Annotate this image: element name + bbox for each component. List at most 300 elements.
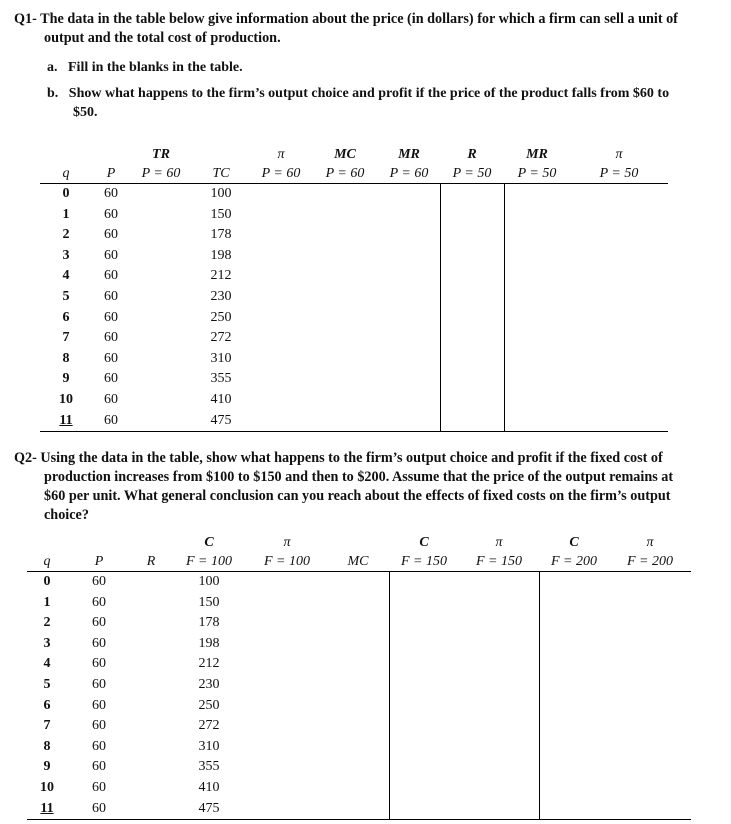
blank-cell — [327, 634, 389, 655]
blank-cell — [378, 184, 440, 205]
table-row — [40, 287, 668, 308]
header-top-cell — [192, 145, 250, 164]
table-row — [40, 246, 668, 267]
blank-cell — [570, 328, 668, 349]
q-cell — [27, 572, 67, 593]
blank-cell — [539, 572, 609, 593]
blank-cell — [327, 593, 389, 614]
header-top-cell — [131, 533, 171, 552]
tc-cell: 475 — [192, 411, 250, 432]
p-cell: 60 — [92, 779, 106, 795]
p-cell: 60 — [104, 268, 118, 284]
q-value: 5 — [43, 676, 51, 692]
blank-cell — [459, 572, 539, 593]
q-cell — [40, 287, 92, 308]
blank-cell — [327, 613, 389, 634]
blank-cell — [459, 654, 539, 675]
blank-cell — [459, 716, 539, 737]
tc-cell: 198 — [198, 635, 220, 651]
table-2 — [27, 533, 691, 820]
header-top-cell — [92, 145, 130, 164]
p-cell: 60 — [92, 718, 106, 734]
p-cell: 60 — [104, 371, 118, 387]
blank-cell — [570, 287, 668, 308]
blank-cell — [250, 246, 312, 267]
table-row — [40, 225, 668, 246]
blank-cell — [378, 266, 440, 287]
tc-cell: 178 — [198, 615, 220, 631]
p-cell: 60 — [92, 574, 106, 589]
blank-cell — [250, 349, 312, 370]
blank-cell — [609, 757, 691, 778]
blank-cell — [378, 328, 440, 349]
blank-cell — [570, 308, 668, 329]
blank-cell — [312, 225, 378, 246]
header-top-cell: TR — [152, 146, 170, 162]
blank-cell — [250, 328, 312, 349]
blank-cell — [504, 390, 570, 411]
header-top-cell — [40, 145, 92, 164]
question-2-text: Q2- Using the data in the table, show what happens to the firm’s output choice and profit if the fixed cost of production increases from $100 to $150 and then to $200. Assume that the price of the output remains at $60 per unit. What general conclusion can you reach about the effects of fixed costs on the firm’s output choice? — [14, 450, 674, 523]
header-cell: F = 200 — [539, 552, 609, 572]
tc-cell: 198 — [210, 247, 232, 263]
blank-cell — [609, 778, 691, 799]
blank-cell — [539, 696, 609, 717]
blank-cell — [247, 593, 327, 614]
header-cell: TC — [192, 164, 250, 184]
header-top-cell: MC — [334, 146, 356, 162]
p-cell: 60 — [104, 227, 118, 243]
header-cell: F = 100 — [247, 552, 327, 572]
q-value: 6 — [62, 309, 70, 325]
header-top-cell: π — [646, 534, 654, 550]
blank-cell — [247, 675, 327, 696]
blank-cell — [389, 593, 459, 614]
tc-cell: 212 — [210, 268, 232, 284]
p-cell: 60 — [92, 738, 106, 754]
q-cell — [27, 675, 67, 696]
q-value: 1 — [43, 594, 51, 610]
blank-cell — [131, 572, 171, 593]
p-cell: 60 — [104, 247, 118, 263]
blank-cell — [539, 799, 609, 820]
table-row — [27, 799, 691, 820]
blank-cell — [247, 716, 327, 737]
table-row — [40, 411, 668, 432]
blank-cell — [312, 390, 378, 411]
header-cell: MC — [327, 552, 389, 572]
blank-cell — [440, 328, 504, 349]
blank-cell — [130, 349, 192, 370]
blank-cell — [130, 246, 192, 267]
table-row — [27, 634, 691, 655]
blank-cell — [539, 778, 609, 799]
q-cell — [40, 390, 92, 411]
blank-cell — [247, 757, 327, 778]
blank-cell — [504, 349, 570, 370]
table-row — [27, 613, 691, 634]
blank-cell — [389, 757, 459, 778]
blank-cell — [312, 308, 378, 329]
blank-cell — [247, 654, 327, 675]
blank-cell — [389, 634, 459, 655]
tc-cell: 310 — [210, 350, 232, 366]
blank-cell — [389, 696, 459, 717]
table-row — [27, 675, 691, 696]
q-value: 8 — [62, 350, 70, 366]
q-cell — [40, 328, 92, 349]
blank-cell — [378, 390, 440, 411]
tc-cell: 310 — [198, 738, 220, 754]
q-value: 2 — [62, 227, 70, 243]
blank-cell — [378, 225, 440, 246]
p-cell: 60 — [104, 330, 118, 346]
blank-cell — [312, 369, 378, 390]
blank-cell — [440, 411, 504, 432]
header-cell: F = 150 — [459, 552, 539, 572]
blank-cell — [504, 411, 570, 432]
blank-cell — [459, 593, 539, 614]
blank-cell — [250, 225, 312, 246]
table-row — [40, 266, 668, 287]
blank-cell — [609, 654, 691, 675]
q-cell — [27, 593, 67, 614]
tc-cell: 150 — [198, 594, 220, 610]
blank-cell — [570, 246, 668, 267]
blank-cell — [250, 184, 312, 205]
table-row — [27, 593, 691, 614]
blank-cell — [539, 757, 609, 778]
table-row — [40, 328, 668, 349]
blank-cell — [389, 737, 459, 758]
blank-cell — [609, 799, 691, 820]
blank-cell — [250, 390, 312, 411]
header-cell: F = 200 — [609, 552, 691, 572]
blank-cell — [504, 225, 570, 246]
blank-cell — [327, 799, 389, 820]
p-cell: 60 — [67, 799, 131, 820]
blank-cell — [609, 634, 691, 655]
q-cell — [40, 184, 92, 205]
p-cell: 60 — [104, 288, 118, 304]
header-top-cell: C — [569, 534, 579, 550]
table-row — [27, 757, 691, 778]
blank-cell — [312, 411, 378, 432]
blank-cell — [131, 696, 171, 717]
blank-cell — [609, 675, 691, 696]
q-value: 10 — [40, 779, 54, 795]
header-cell: P — [67, 552, 131, 572]
blank-cell — [378, 287, 440, 308]
blank-cell — [327, 737, 389, 758]
blank-cell — [378, 369, 440, 390]
p-cell: 60 — [92, 615, 106, 631]
blank-cell — [440, 266, 504, 287]
blank-cell — [459, 696, 539, 717]
blank-cell — [440, 390, 504, 411]
blank-cell — [327, 716, 389, 737]
blank-cell — [247, 696, 327, 717]
header-cell: R — [131, 552, 171, 572]
q-value: 6 — [43, 697, 51, 713]
table-row — [27, 654, 691, 675]
q-cell — [27, 654, 67, 675]
q-value: 7 — [43, 718, 51, 734]
blank-cell — [570, 184, 668, 205]
blank-cell — [327, 654, 389, 675]
blank-cell — [131, 634, 171, 655]
header-cell: P = 60 — [130, 164, 192, 184]
blank-cell — [312, 184, 378, 205]
q-cell — [40, 308, 92, 329]
tc-cell: 410 — [210, 391, 232, 407]
blank-cell — [459, 799, 539, 820]
table-row — [27, 737, 691, 758]
blank-cell — [504, 328, 570, 349]
p-cell: 60 — [104, 391, 118, 407]
p-cell: 60 — [92, 759, 106, 775]
header-cell: P = 50 — [440, 164, 504, 184]
question-1-text: Q1- The data in the table below give information about the price (in dollars) for which a firm can sell a unit of output and the total cost of production. — [14, 11, 678, 46]
blank-cell — [130, 287, 192, 308]
blank-cell — [459, 634, 539, 655]
blank-cell — [440, 369, 504, 390]
blank-cell — [609, 572, 691, 593]
tc-cell: 100 — [210, 186, 232, 201]
blank-cell — [312, 349, 378, 370]
blank-cell — [459, 737, 539, 758]
q-value: 11 — [59, 412, 73, 428]
header-top-cell: C — [204, 534, 214, 550]
header-cell: P — [92, 164, 130, 184]
table-row — [40, 308, 668, 329]
header-top-cell: C — [419, 534, 429, 550]
tc-cell: 230 — [198, 676, 220, 692]
tc-cell: 150 — [210, 206, 232, 222]
blank-cell — [327, 778, 389, 799]
q-cell — [40, 266, 92, 287]
q-value: 1 — [62, 206, 70, 222]
q-value: 0 — [62, 186, 70, 201]
table-row — [27, 572, 691, 593]
blank-cell — [459, 778, 539, 799]
tc-cell: 250 — [210, 309, 232, 325]
q-cell — [40, 246, 92, 267]
p-cell: 60 — [92, 411, 130, 432]
blank-cell — [131, 799, 171, 820]
question-1a: a. Fill in the blanks in the table. — [47, 60, 243, 75]
tc-cell: 272 — [198, 718, 220, 734]
q-value: 2 — [43, 615, 51, 631]
p-cell: 60 — [92, 594, 106, 610]
header-cell: P = 60 — [250, 164, 312, 184]
blank-cell — [440, 205, 504, 226]
blank-cell — [609, 613, 691, 634]
p-cell: 60 — [104, 350, 118, 366]
blank-cell — [539, 593, 609, 614]
p-cell: 60 — [104, 186, 118, 201]
blank-cell — [312, 205, 378, 226]
blank-cell — [130, 266, 192, 287]
q-cell — [27, 799, 67, 820]
q-value: 0 — [43, 574, 51, 589]
blank-cell — [131, 778, 171, 799]
blank-cell — [130, 225, 192, 246]
blank-cell — [539, 675, 609, 696]
blank-cell — [440, 287, 504, 308]
blank-cell — [389, 613, 459, 634]
p-cell: 60 — [92, 697, 106, 713]
blank-cell — [378, 411, 440, 432]
blank-cell — [389, 572, 459, 593]
blank-cell — [440, 225, 504, 246]
blank-cell — [250, 266, 312, 287]
blank-cell — [539, 737, 609, 758]
blank-cell — [378, 349, 440, 370]
blank-cell — [131, 716, 171, 737]
q-cell — [27, 778, 67, 799]
table-row — [40, 205, 668, 226]
blank-cell — [250, 369, 312, 390]
blank-cell — [389, 654, 459, 675]
blank-cell — [130, 411, 192, 432]
blank-cell — [609, 716, 691, 737]
blank-cell — [570, 390, 668, 411]
blank-cell — [389, 778, 459, 799]
q-cell — [40, 205, 92, 226]
header-top-cell — [327, 533, 389, 552]
blank-cell — [312, 328, 378, 349]
table-row — [27, 716, 691, 737]
q-cell — [27, 716, 67, 737]
q-value: 9 — [43, 759, 51, 775]
blank-cell — [389, 675, 459, 696]
blank-cell — [504, 266, 570, 287]
tc-cell: 100 — [198, 574, 220, 589]
blank-cell — [459, 675, 539, 696]
q-value: 8 — [43, 738, 51, 754]
p-cell: 60 — [92, 676, 106, 692]
blank-cell — [130, 184, 192, 205]
blank-cell — [130, 390, 192, 411]
blank-cell — [539, 716, 609, 737]
q-value: 3 — [43, 635, 51, 651]
tc-cell: 230 — [210, 288, 232, 304]
header-top-cell: MR — [398, 146, 420, 162]
blank-cell — [130, 308, 192, 329]
q-value: 5 — [62, 288, 70, 304]
blank-cell — [247, 737, 327, 758]
tc-cell: 355 — [210, 371, 232, 387]
question-1b: b. Show what happens to the firm’s output choice and profit if the price of the product falls from $60 to $50. — [47, 86, 670, 120]
blank-cell — [609, 737, 691, 758]
blank-cell — [440, 184, 504, 205]
blank-cell — [250, 205, 312, 226]
blank-cell — [378, 246, 440, 267]
blank-cell — [570, 205, 668, 226]
header-top-cell: π — [283, 534, 291, 550]
q-cell — [40, 225, 92, 246]
blank-cell — [570, 266, 668, 287]
blank-cell — [570, 411, 668, 432]
table-row — [40, 184, 668, 205]
q-cell — [40, 369, 92, 390]
table-row — [40, 349, 668, 370]
header-cell: P = 50 — [570, 164, 668, 184]
q-value: 3 — [62, 247, 70, 263]
p-cell: 60 — [92, 656, 106, 672]
q-value: 4 — [43, 656, 51, 672]
blank-cell — [312, 266, 378, 287]
blank-cell — [440, 308, 504, 329]
blank-cell — [539, 613, 609, 634]
q-value: 11 — [40, 800, 54, 816]
blank-cell — [378, 308, 440, 329]
blank-cell — [247, 778, 327, 799]
blank-cell — [609, 593, 691, 614]
header-top-cell: π — [277, 146, 285, 162]
question-2 — [14, 449, 694, 525]
q-value: 10 — [59, 391, 73, 407]
blank-cell — [327, 696, 389, 717]
tc-cell: 212 — [198, 656, 220, 672]
blank-cell — [247, 634, 327, 655]
q-cell — [27, 737, 67, 758]
header-cell: P = 60 — [312, 164, 378, 184]
header-top-cell: MR — [526, 146, 548, 162]
blank-cell — [250, 308, 312, 329]
q-value: 4 — [62, 268, 70, 284]
q-cell — [27, 696, 67, 717]
blank-cell — [504, 246, 570, 267]
blank-cell — [131, 654, 171, 675]
header-cell: P = 60 — [378, 164, 440, 184]
blank-cell — [247, 613, 327, 634]
tc-cell: 410 — [198, 779, 220, 795]
blank-cell — [378, 205, 440, 226]
q-cell — [27, 613, 67, 634]
blank-cell — [327, 757, 389, 778]
blank-cell — [389, 799, 459, 820]
blank-cell — [504, 308, 570, 329]
blank-cell — [570, 369, 668, 390]
blank-cell — [504, 184, 570, 205]
blank-cell — [504, 287, 570, 308]
blank-cell — [131, 593, 171, 614]
blank-cell — [130, 369, 192, 390]
blank-cell — [247, 799, 327, 820]
table-row — [40, 369, 668, 390]
header-cell: P = 50 — [504, 164, 570, 184]
header-top-cell — [27, 533, 67, 552]
header-cell: q — [40, 164, 92, 184]
blank-cell — [327, 675, 389, 696]
header-cell: q — [27, 552, 67, 572]
blank-cell — [250, 411, 312, 432]
blank-cell — [131, 675, 171, 696]
blank-cell — [130, 205, 192, 226]
blank-cell — [504, 369, 570, 390]
table-1 — [40, 145, 668, 432]
blank-cell — [609, 696, 691, 717]
blank-cell — [539, 634, 609, 655]
question-1 — [14, 10, 694, 48]
blank-cell — [327, 572, 389, 593]
q-cell — [40, 349, 92, 370]
table-row — [27, 696, 691, 717]
q-value: 9 — [62, 371, 70, 387]
blank-cell — [247, 572, 327, 593]
